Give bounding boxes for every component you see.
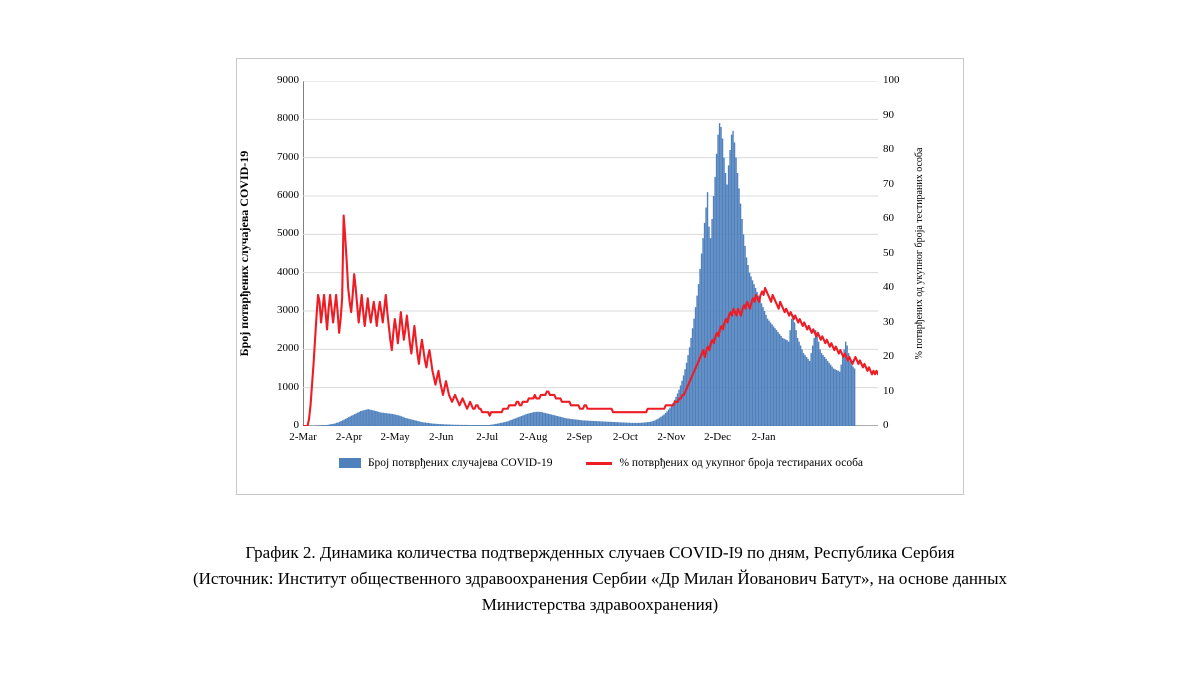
x-axis-tick-label: 2-Nov xyxy=(657,431,686,443)
legend-item-bars xyxy=(339,457,553,469)
x-axis-tick-label: 2-Aug xyxy=(519,431,548,443)
y-axis-left-tick-label: 1000 xyxy=(277,380,299,393)
y-axis-left-tick-label: 3000 xyxy=(277,304,299,316)
x-axis-tick-label: 2-Sep xyxy=(566,431,593,443)
y-axis-left-tick-label: 6000 xyxy=(277,189,299,201)
caption-line-1: График 2. Динамика количества подтвержденных случаев COVID-I9 по дням, Республика Сербия xyxy=(245,543,955,562)
y-axis-left-tick-label: 8000 xyxy=(277,112,299,125)
figure-caption xyxy=(60,540,1140,618)
y-axis-right-tick-label: 30 xyxy=(883,315,894,328)
y-axis-left-tick-label: 7000 xyxy=(277,150,299,163)
y-axis-left-ticks xyxy=(259,74,299,431)
y-axis-left-tick-label: 5000 xyxy=(277,227,299,240)
legend-item-line xyxy=(586,457,863,469)
y-axis-left-tick-label: 9000 xyxy=(277,74,299,86)
y-axis-right-tick-label: 90 xyxy=(883,108,894,121)
y-axis-right-tick-label: 80 xyxy=(883,143,894,155)
legend-label-line: % потврђених од укупног броја тестираних особа xyxy=(619,457,864,469)
y-axis-right-tick-label: 20 xyxy=(883,350,894,362)
y-axis-right-tick-label: 0 xyxy=(883,419,889,431)
legend-swatch-bar-icon xyxy=(339,458,361,468)
x-axis-tick-label: 2-Dec xyxy=(704,431,731,443)
caption-line-2: (Источник: Институт общественного здравоохранения Сербии «Др Милан Йованович Батут», на основе данных xyxy=(192,569,1008,588)
x-axis-tick-label: 2-Jun xyxy=(428,431,454,443)
y-axis-right-tick-label: 70 xyxy=(883,177,894,190)
x-axis-tick-label: 2-Jan xyxy=(751,431,776,443)
y-axis-right-ticks xyxy=(883,74,909,431)
y-axis-right-tick-label: 100 xyxy=(883,74,900,86)
plot-area xyxy=(303,81,878,426)
bar-series-covid-cases xyxy=(309,123,855,426)
y-axis-left-title: Број потврђених случајева COVID-19 xyxy=(237,150,251,357)
x-axis-ticks xyxy=(289,431,878,447)
chart-canvas xyxy=(303,81,878,426)
y-axis-left-tick-label: 2000 xyxy=(277,342,299,355)
chart-legend xyxy=(237,457,965,469)
chart-figure xyxy=(236,58,964,495)
y-axis-right-tick-label: 40 xyxy=(883,281,894,293)
y-axis-left-tick-label: 0 xyxy=(293,419,299,431)
caption-line-3: Министерства здравоохранения) xyxy=(481,595,719,614)
x-axis-tick-label: 2-Mar xyxy=(289,431,317,443)
y-axis-right-tick-label: 60 xyxy=(883,212,894,224)
y-axis-right-tick-label: 50 xyxy=(883,246,894,259)
x-axis-tick-label: 2-Apr xyxy=(335,431,363,443)
y-axis-right-tick-label: 10 xyxy=(883,384,894,397)
x-axis-tick-label: 2-Jul xyxy=(476,431,499,443)
y-axis-right-title: % потврђених од укупног броја тестираних особа xyxy=(914,147,925,360)
legend-swatch-line-icon xyxy=(586,462,612,465)
legend-label-bars: Број потврђених случајева COVID-19 xyxy=(367,457,553,469)
x-axis-tick-label: 2-May xyxy=(380,431,410,443)
y-axis-left-tick-label: 4000 xyxy=(277,265,299,278)
x-axis-tick-label: 2-Oct xyxy=(612,431,638,443)
